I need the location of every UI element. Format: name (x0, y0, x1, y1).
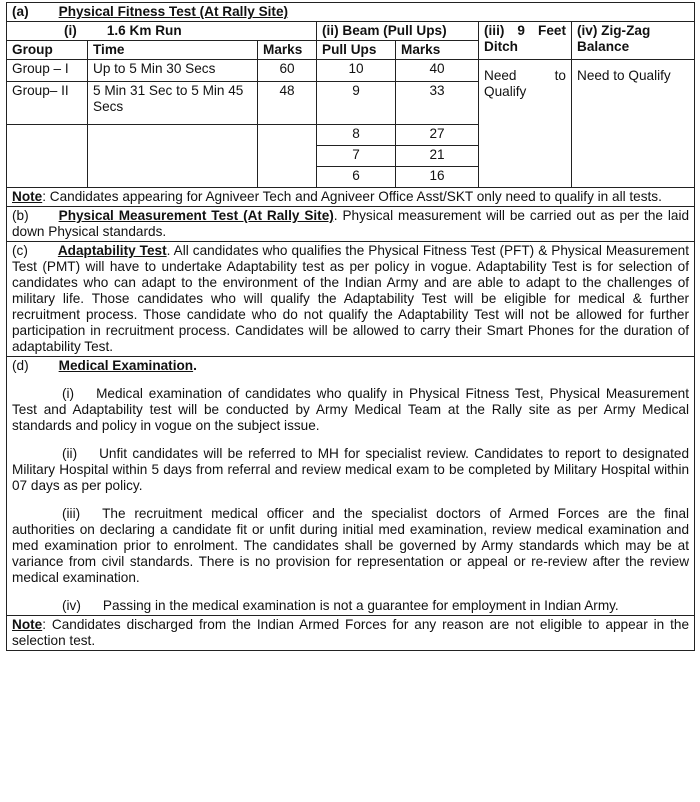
zigzag-requirement: Need to Qualify (572, 60, 695, 188)
beam-title: (ii) Beam (Pull Ups) (317, 22, 479, 41)
group-cell (7, 125, 88, 188)
medical-note-label: Note (12, 617, 43, 632)
marks-cell (258, 125, 317, 188)
pullups-cell: 8 (317, 125, 396, 146)
time-cell: 5 Min 31 Sec to 5 Min 45 Secs (88, 82, 258, 125)
document-page (6, 2, 694, 651)
medical-note-text: : Candidates discharged from the Indian Armed Forces for any reason are not eligible to appear in the selection test. (12, 617, 690, 648)
medical-para-text: Unfit candidates will be referred to MH for specialist review. Candidates to report to designated Military Hospital within 5 days from referral and review medical exam to be completed by Military Hospital within 07 days as per policy. (12, 446, 690, 493)
pft-note-row (7, 188, 695, 207)
medical-para (12, 506, 689, 586)
medical-para-text: Passing in the medical examination is not a guarantee for employment in Indian Army. (102, 598, 619, 613)
medical-note-row (7, 616, 695, 651)
pullups-cell: 6 (317, 167, 396, 188)
marks-cell: 60 (258, 60, 317, 82)
recruitment-test-table (6, 2, 695, 651)
col-header-time: Time (88, 41, 258, 60)
pullups-cell: 10 (317, 60, 396, 82)
medical-para (12, 598, 689, 614)
col-header-pullups: Pull Ups (317, 41, 396, 60)
pmt-text: . Physical measurement will be carried out as per the laid down Physical standards. (12, 208, 690, 239)
pft-header-row (7, 3, 695, 22)
medical-title: Medical Examination (58, 358, 194, 373)
pft-title: Physical Fitness Test (At Rally Site) (58, 4, 289, 19)
col-header-marks: Marks (258, 41, 317, 60)
run-title: 1.6 Km Run (106, 23, 182, 38)
table-row (7, 60, 695, 82)
medical-para (12, 446, 689, 494)
pmt-row (7, 207, 695, 242)
medical-para-num: (ii) (62, 446, 78, 461)
adaptability-title: Adaptability Test (57, 243, 167, 258)
pft-subheading-row (7, 22, 695, 41)
medical-para-text: Medical examination of candidates who qualify in Physical Fitness Test, Physical Measurement Test and Adaptability test will be conducted by Army Medical Team at the Rally site as per Army Medical standards and policy in vogue on the subject issue. (12, 386, 690, 433)
col-header-group: Group (7, 41, 88, 60)
pmt-title: Physical Measurement Test (At Rally Site) (58, 208, 334, 223)
group-cell: Group – I (7, 60, 88, 82)
group-cell: Group– II (7, 82, 88, 125)
ditch-requirement: Need to Qualify (479, 60, 572, 188)
adaptability-label: (c) (12, 243, 28, 258)
medical-para-text: The recruitment medical officer and the specialist doctors of Armed Forces are the final authorities on declaring a candidate fit or unfit during initial med examination, review medical examination and med examination prior to enrolment. The candidates shall be governed by Army standards which may be at variance from civil standards. There is no provision for representation or appeal or re-review after the review medical examination. (12, 506, 690, 585)
ditch-title: (iii) 9 Feet Ditch (479, 22, 572, 60)
medical-heading: (d) Medical Examination. (12, 358, 197, 373)
pullup-marks-cell: 21 (396, 146, 479, 167)
pft-note-label: Note (12, 189, 43, 204)
time-cell: Up to 5 Min 30 Secs (88, 60, 258, 82)
col-header-pullup-marks: Marks (396, 41, 479, 60)
pullup-marks-cell: 40 (396, 60, 479, 82)
adaptability-row (7, 242, 695, 357)
pullups-cell: 7 (317, 146, 396, 167)
time-cell (88, 125, 258, 188)
adaptability-text: . All candidates who qualifies the Physical Fitness Test (PFT) & Physical Measurement Test (PMT) will have to undertake Adaptability test as per policy in vogue. Adaptability Test is for selection of candidates who can adapt to the environment of the Indian Army and are able to adapt to the challenges of military life. Those candidates who will qualify the Adaptability Test will be eligible for medical & further recruitment process. Those candidate who do not qualify the Adaptability Test will not be allowed for further participation in recruitment process. Candidates will be allowed to carry their Smart Phones for the duration of adaptability Test. (12, 243, 690, 354)
pft-note-text: : Candidates appearing for Agniveer Tech and Agniveer Office Asst/SKT only need to qualify in all tests. (42, 189, 662, 204)
pmt-label: (b) (12, 208, 29, 223)
medical-para-num: (iv) (62, 598, 81, 613)
pullups-cell: 9 (317, 82, 396, 125)
medical-para-num: (i) (62, 386, 75, 401)
medical-para (12, 386, 689, 434)
pullup-marks-cell: 27 (396, 125, 479, 146)
medical-label: (d) (12, 358, 29, 373)
pullup-marks-cell: 16 (396, 167, 479, 188)
run-num: (i) (64, 23, 77, 38)
marks-cell: 48 (258, 82, 317, 125)
medical-para-num: (iii) (62, 506, 81, 521)
pullup-marks-cell: 33 (396, 82, 479, 125)
zigzag-title: (iv) Zig-Zag Balance (572, 22, 695, 60)
medical-row (7, 357, 695, 616)
pft-label: (a) (12, 4, 29, 19)
